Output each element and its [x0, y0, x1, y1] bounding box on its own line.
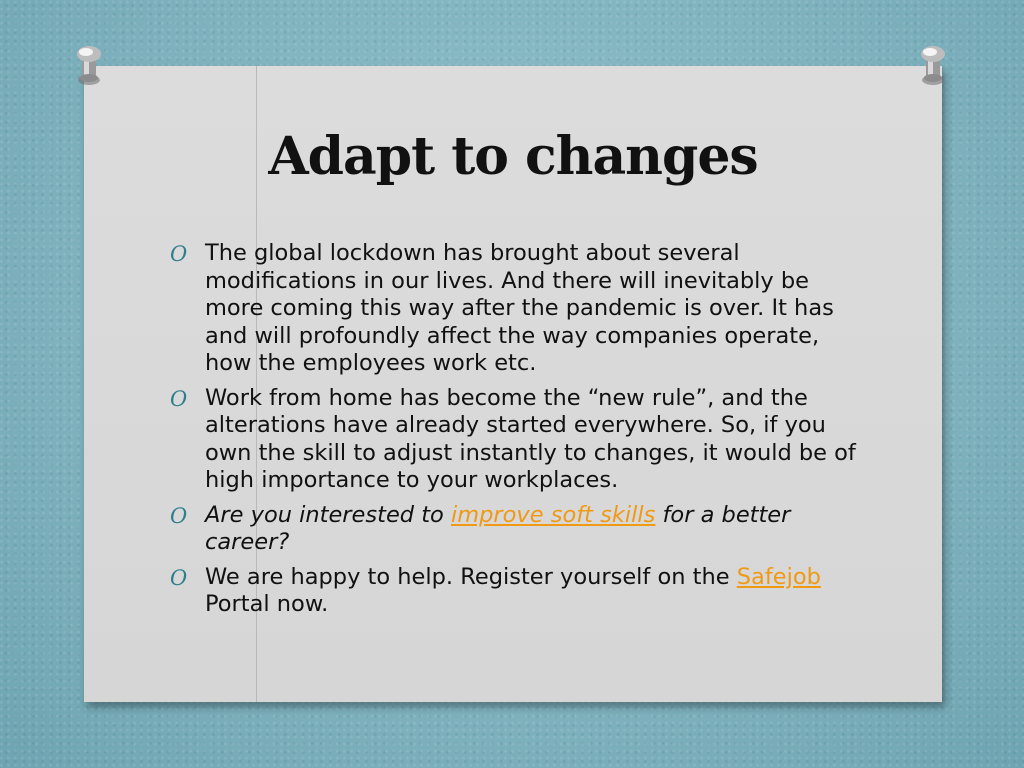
bullet-text-before: Are you interested to: [205, 501, 451, 528]
improve-soft-skills-link[interactable]: improve soft skills: [450, 501, 656, 528]
bullet-marker-icon: O: [170, 386, 188, 411]
bullet-marker-icon: O: [170, 503, 188, 528]
bullet-text: The global lockdown has brought about several modifications in our lives. And there will inevitably be more coming this way after the pandemic is over. It has and will profoundly affect the way companies operate, how the employees work etc.: [205, 240, 834, 376]
bullet-marker-icon: O: [170, 565, 188, 590]
bullet-item: [170, 240, 860, 378]
pushpin-icon: [72, 42, 106, 88]
bullet-item: [170, 564, 860, 619]
slide-title: Adapt to changes: [268, 126, 758, 187]
safejob-link[interactable]: Safejob: [736, 563, 821, 590]
pushpin-icon: [916, 42, 950, 88]
bullet-item: [170, 385, 860, 495]
bullet-item: [170, 502, 860, 557]
bullet-marker-icon: O: [170, 242, 188, 266]
bullet-text-after: Portal now.: [205, 591, 329, 617]
bullet-text: Work from home has become the “new rule”, and the alterations have already started everywhere. So, if you own the skill to adjust instantly to changes, it would be of high importance to your workplaces.: [205, 384, 856, 493]
bullet-text-before: We are happy to help. Register yourself on the: [205, 563, 737, 590]
bullet-text-after: for a better career?: [205, 501, 791, 555]
bullet-list: [170, 240, 860, 626]
